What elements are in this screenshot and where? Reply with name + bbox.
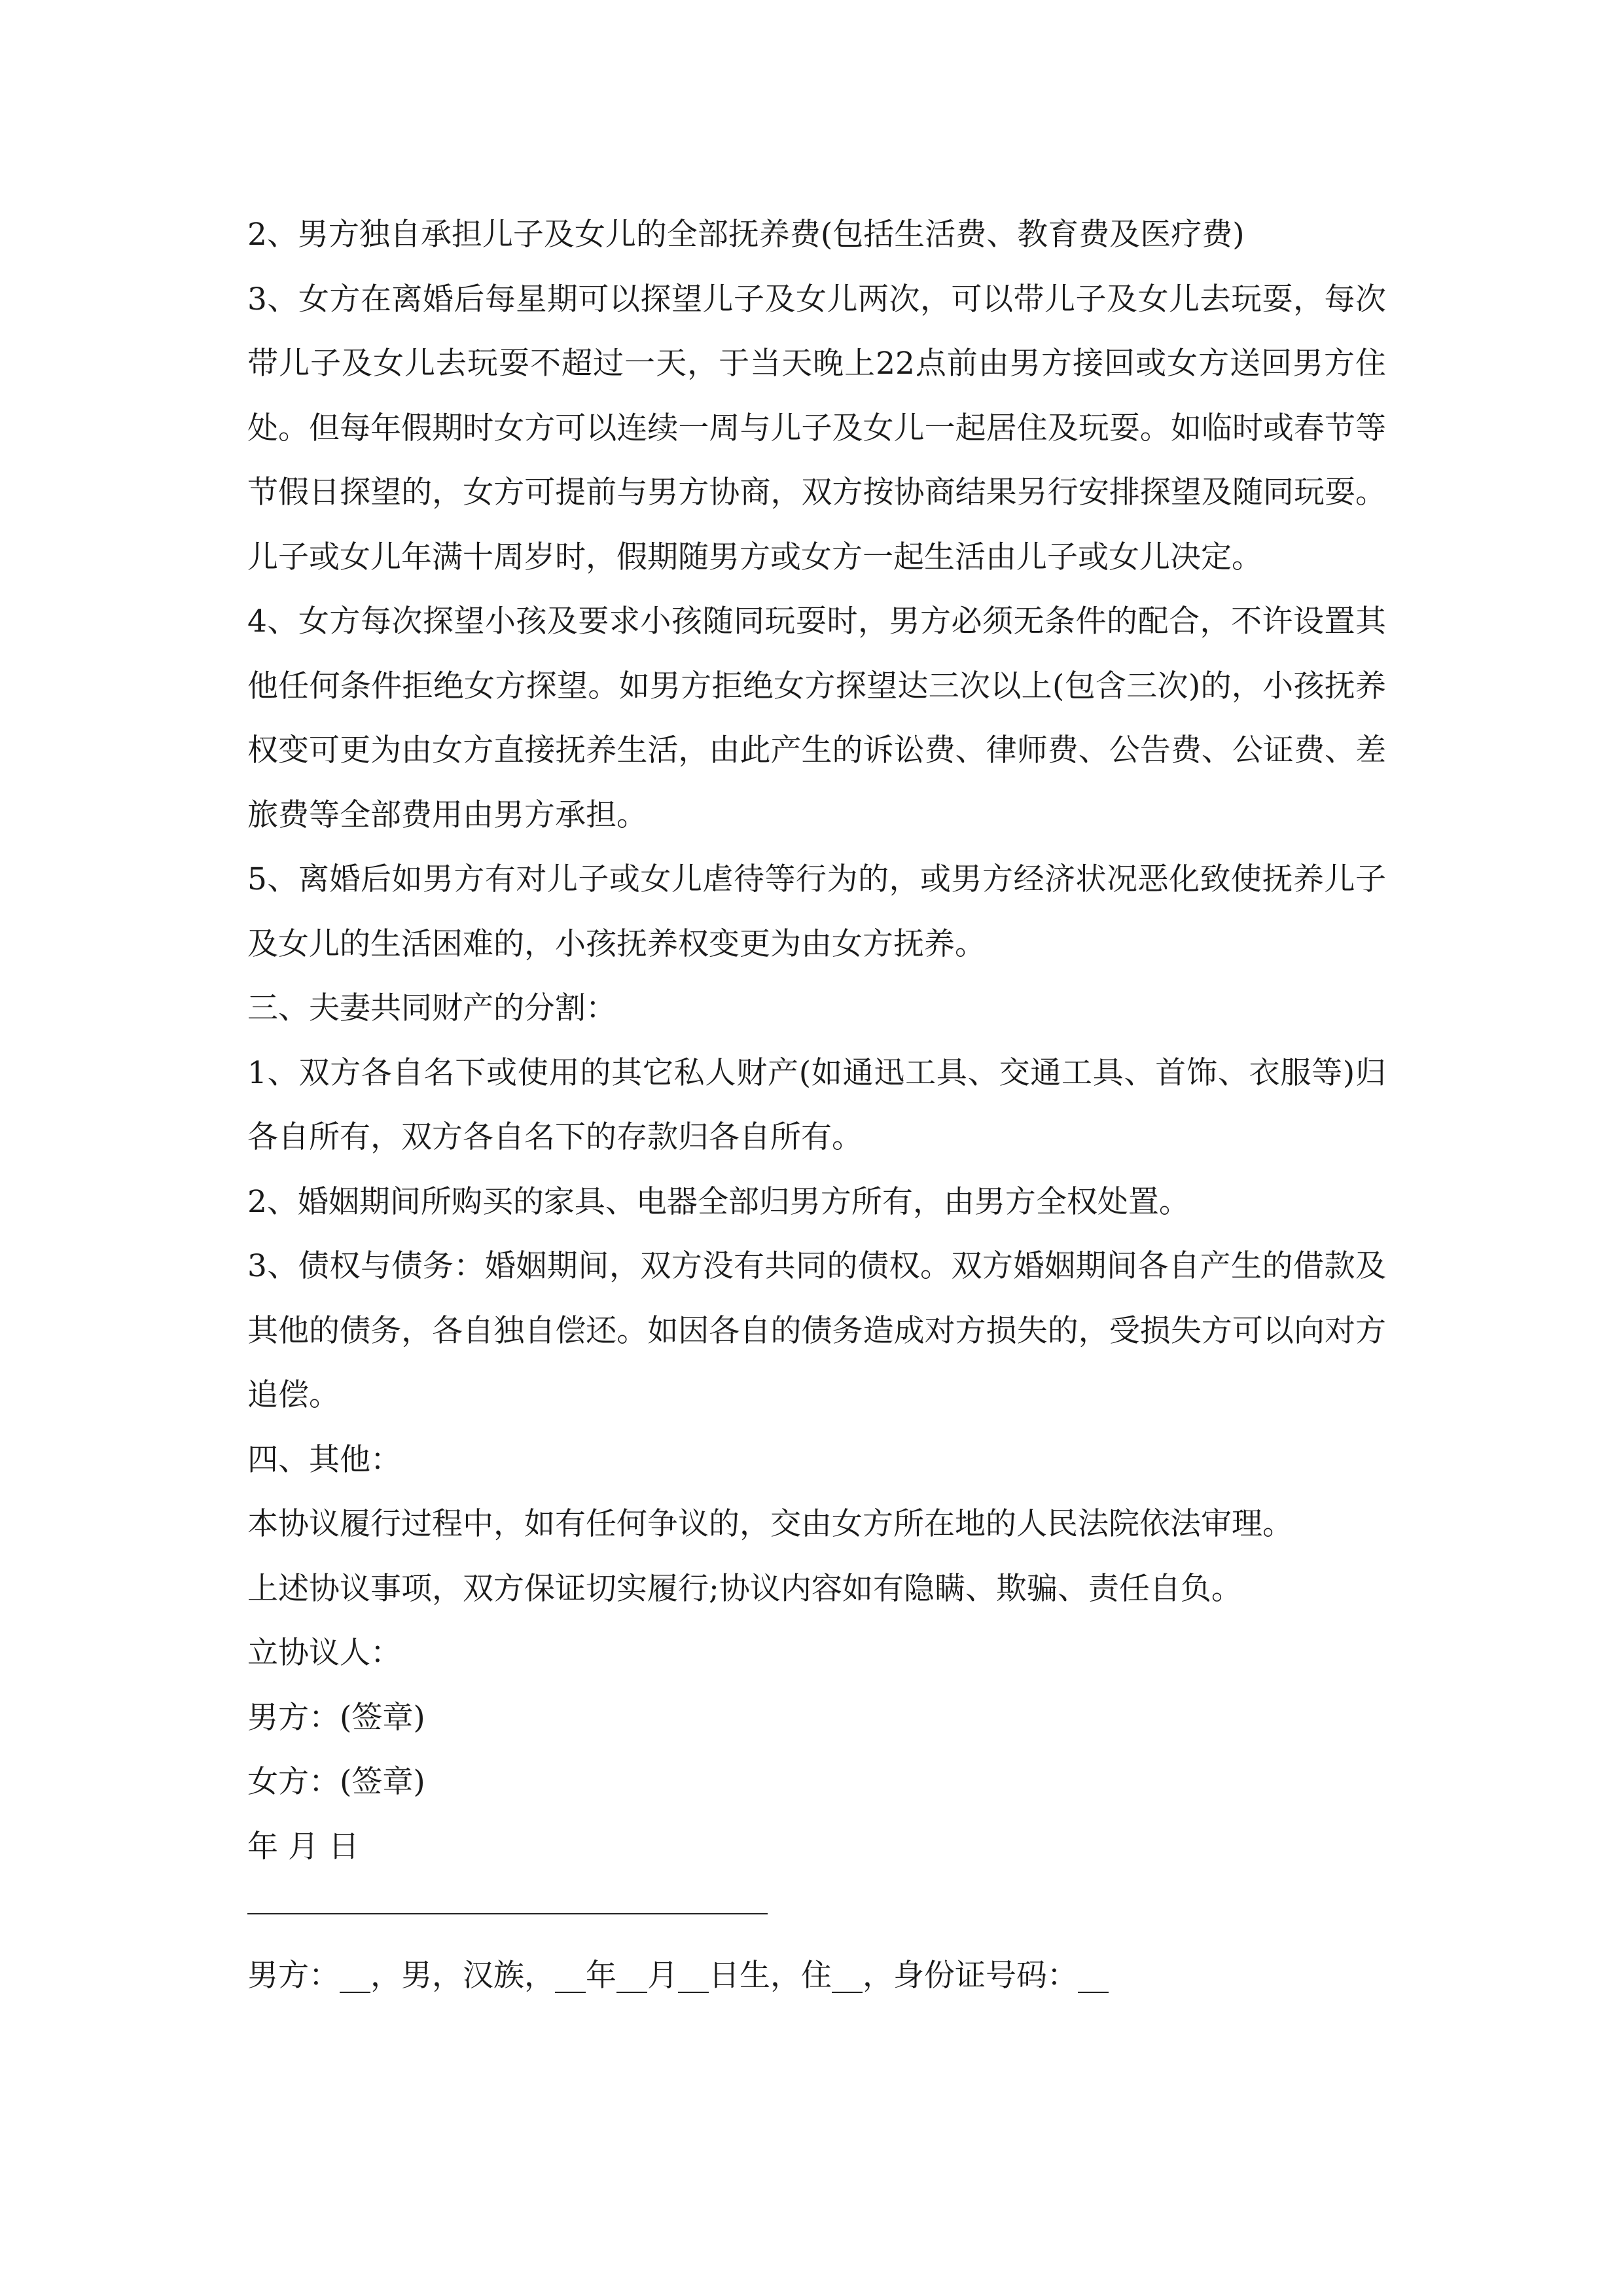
document-body xyxy=(247,203,1386,2008)
property-clause-2: 2、婚姻期间所购买的家具、电器全部归男方所有，由男方全权处置。 xyxy=(247,1183,1190,1220)
custody-clause-2: 2、男方独自承担儿子及女儿的全部抚养费(包括生活费、教育费及医疗费) xyxy=(247,217,1245,253)
separator-line xyxy=(247,1879,1386,1944)
date-line: 年 月 日 xyxy=(247,1828,359,1865)
female-party-signature: 女方：(签章) xyxy=(247,1764,425,1800)
property-clause-1: 1、双方各自名下或使用的其它私人财产(如通迅工具、交通工具、首饰、衣服等)归各自所有，双方各自名下的存款归各自所有。 xyxy=(247,1054,1386,1155)
section-heading-property: 三、夫妻共同财产的分割： xyxy=(247,990,616,1026)
custody-clause-3: 3、女方在离婚后每星期可以探望儿子及女儿两次，可以带儿子及女儿去玩耍，每次带儿子及女儿去玩耍不超过一天，于当天晚上22点前由男方接回或女方送回男方住处。但每年假期时女方可以连续一周与儿子及女儿一起居住及玩耍。如临时或春节等节假日探望的，女方可提前与男方协商，双方按协商结果另行安排探望及随同玩耍。儿子或女儿年满十周岁时，假期随男方或女方一起生活由儿子或女儿决定。 xyxy=(247,281,1386,575)
dispute-clause: 本协议履行过程中，如有任何争议的，交由女方所在地的人民法院依法审理。 xyxy=(247,1506,1293,1542)
section-heading-other: 四、其他： xyxy=(247,1441,401,1478)
custody-clause-4: 4、女方每次探望小孩及要求小孩随同玩耍时，男方必须无条件的配合，不许设置其他任何条件拒绝女方探望。如男方拒绝女方探望达三次以上(包含三次)的，小孩抚养权变可更为由女方直接抚养生活，由此产生的诉讼费、律师费、公告费、公证费、差旅费等全部费用由男方承担。 xyxy=(247,603,1386,833)
male-party-info-line: 男方：__，男，汉族，__年__月__日生，住__，身份证号码：__ xyxy=(247,1957,1109,1994)
separator-rule xyxy=(247,1913,768,1914)
guarantee-clause: 上述协议事项，双方保证切实履行;协议内容如有隐瞒、欺骗、责任自负。 xyxy=(247,1570,1242,1607)
signatories-label: 立协议人： xyxy=(247,1635,401,1671)
custody-clause-5: 5、离婚后如男方有对儿子或女儿虐待等行为的，或男方经济状况恶化致使抚养儿子及女儿的生活困难的，小孩抚养权变更为由女方抚养。 xyxy=(247,861,1386,962)
male-party-signature: 男方：(签章) xyxy=(247,1699,425,1736)
separator-text xyxy=(247,1879,248,1880)
property-clause-3: 3、债权与债务：婚姻期间，双方没有共同的债权。双方婚姻期间各自产生的借款及其他的债务，各自独自偿还。如因各自的债务造成对方损失的，受损失方可以向对方追偿。 xyxy=(247,1248,1386,1413)
